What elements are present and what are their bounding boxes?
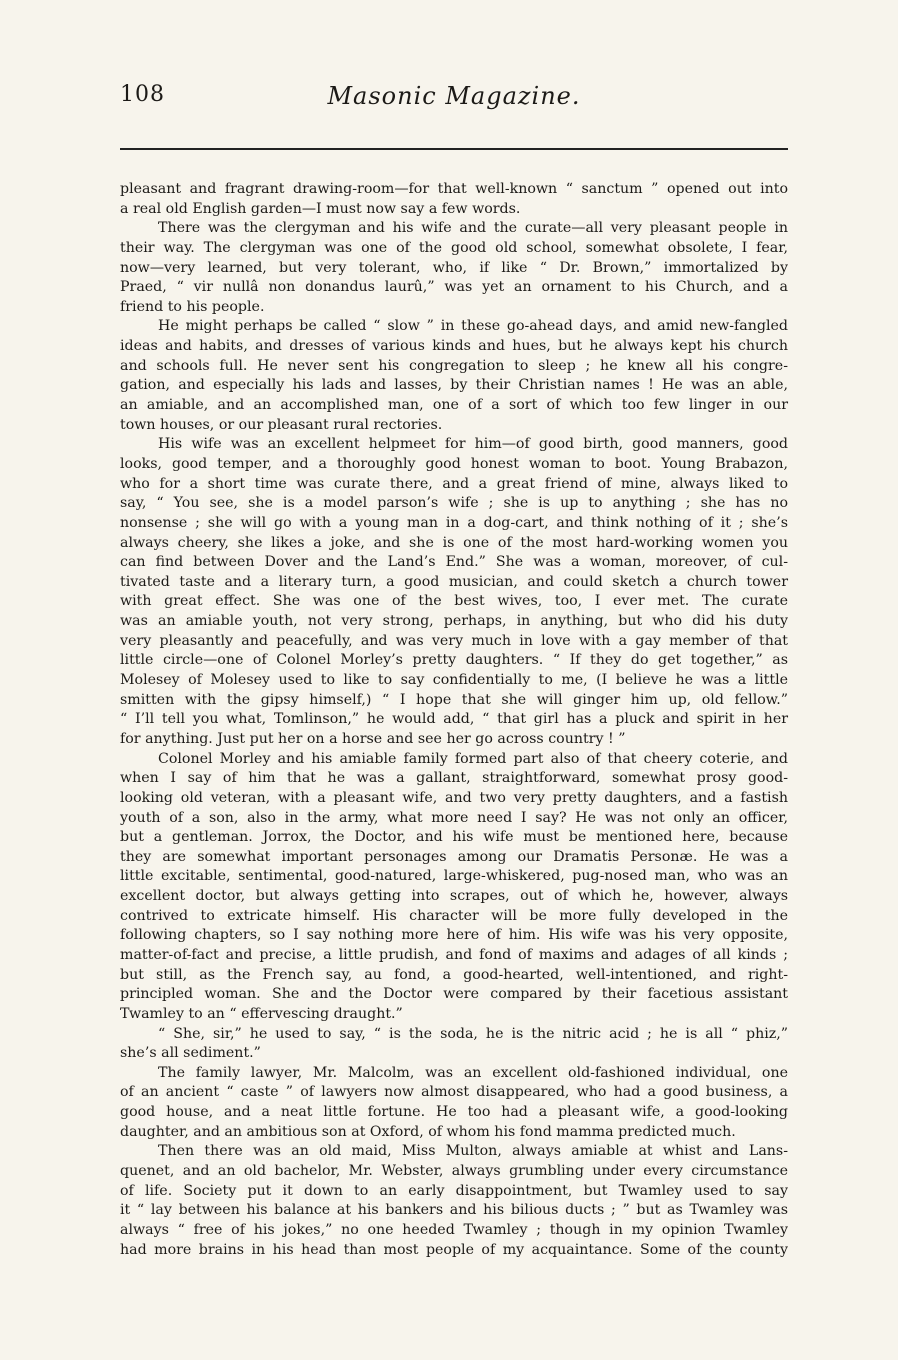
text-line: friend to his people.: [120, 298, 265, 315]
text-line: He might perhaps be called “ slow ” in these go-ahead days, and amid new-fangled: [158, 318, 788, 335]
text-line: a real old English garden—I must now say a few words.: [120, 200, 521, 217]
text-line: an amiable, and an accomplished man, one of a sort of which too few linger in our: [120, 397, 788, 414]
text-line: “ She, sir,” he used to say, “ is the soda, he is the nitric acid ; he is all “ phiz,”: [158, 1025, 788, 1042]
text-line: Molesey of Molesey used to like to say confidentially to me, (I believe he was a little: [120, 672, 788, 689]
text-line: smitten with the gipsy himself,) “ I hope that she will ginger him up, old fellow.”: [120, 691, 788, 708]
text-line: His wife was an excellent helpmeet for him—of good birth, good manners, good: [158, 436, 788, 453]
text-line: ideas and habits, and dresses of various kinds and hues, but he always kept his church: [120, 338, 788, 355]
article-body: [120, 180, 788, 1260]
text-line: now—very learned, but very tolerant, who, if like “ Dr. Brown,” immortalized by: [120, 259, 788, 276]
text-line: their way. The clergyman was one of the good old school, somewhat obsolete, I fear,: [120, 239, 788, 256]
text-line: say, “ You see, she is a model parson’s wife ; she is up to anything ; she has no: [120, 495, 788, 512]
header-rule: [120, 148, 788, 150]
text-line: she’s all sediment.”: [120, 1045, 261, 1062]
text-line: tivated taste and a literary turn, a good musician, and could sketch a church tower: [120, 573, 788, 590]
text-line: it “ lay between his balance at his bankers and his bilious ducts ; ” but as Twamley was: [120, 1202, 788, 1219]
text-line: Colonel Morley and his amiable family formed part also of that cheery coterie, and: [158, 750, 788, 767]
text-line: principled woman. She and the Doctor were compared by their facetious assistant: [120, 986, 788, 1003]
text-line: town houses, or our pleasant rural rectories.: [120, 416, 443, 433]
text-line: Then there was an old maid, Miss Multon, always amiable at whist and Lans-: [158, 1143, 788, 1160]
text-line: daughter, and an ambitious son at Oxford, of whom his fond mamma predicted much.: [120, 1123, 736, 1140]
text-line: little circle—one of Colonel Morley’s pretty daughters. “ If they do get together,” as: [120, 652, 788, 669]
text-line: excellent doctor, but always getting into scrapes, out of which he, however, always: [120, 888, 788, 905]
text-line: Twamley to an “ effervescing draught.”: [120, 1005, 403, 1022]
text-line: always cheery, she likes a joke, and she is one of the most hard-working women you: [120, 534, 788, 551]
text-line: Praed, “ vir nullâ non donandus laurû,” was yet an ornament to his Church, and a: [120, 279, 788, 296]
text-line: but a gentleman. Jorrox, the Doctor, and his wife must be mentioned here, because: [120, 829, 788, 846]
running-title: Masonic Magazine.: [327, 82, 581, 110]
text-line: for anything. Just put her on a horse and see her go across country ! ”: [120, 730, 626, 747]
text-line: looking old veteran, with a pleasant wife, and two very pretty daughters, and a fastish: [120, 789, 788, 806]
text-line: looks, good temper, and a thoroughly good honest woman to boot. Young Brabazon,: [120, 455, 788, 472]
text-line: who for a short time was curate there, and a great friend of mine, always liked to: [120, 475, 788, 492]
text-line: was an amiable youth, not very strong, perhaps, in anything, but who did his duty: [120, 613, 788, 630]
text-line: “ I’ll tell you what, Tomlinson,” he would add, “ that girl has a pluck and spirit in her: [120, 711, 788, 728]
text-line: contrived to extricate himself. His character will be more fully developed in the: [120, 907, 788, 924]
text-line: with great effect. She was one of the best wives, too, I ever met. The curate: [120, 593, 788, 610]
text-line: but still, as the French say, au fond, a good-hearted, well-intentioned, and right-: [120, 966, 788, 983]
text-line: The family lawyer, Mr. Malcolm, was an excellent old-fashioned individual, one: [158, 1064, 788, 1081]
text-line: very pleasantly and peacefully, and was very much in love with a gay member of that: [120, 632, 788, 649]
text-line: of an ancient “ caste ” of lawyers now almost disappeared, who had a good business, a: [120, 1084, 788, 1101]
text-line: good house, and a neat little fortune. He too had a pleasant wife, a good-looking: [120, 1104, 788, 1121]
text-line: gation, and especially his lads and lasses, by their Christian names ! He was an able,: [120, 377, 788, 394]
text-line: following chapters, so I say nothing more here of him. His wife was his very opposite,: [120, 927, 788, 944]
text-line: matter-of-fact and precise, a little prudish, and fond of maxims and adages of all kinds ;: [120, 946, 788, 963]
text-line: had more brains in his head than most people of my acquaintance. Some of the county: [120, 1241, 788, 1258]
text-line: pleasant and fragrant drawing-room—for that well-known “ sanctum ” opened out into: [120, 181, 788, 197]
text-line: they are somewhat important personages among our Dramatis Personæ. He was a: [120, 848, 788, 865]
text-line: of life. Society put it down to an early disappointment, but Twamley used to say: [120, 1182, 788, 1199]
text-line: little excitable, sentimental, good-natured, large-whiskered, pug-nosed man, who was an: [120, 868, 788, 885]
page-header: [120, 82, 788, 122]
text-line: youth of a son, also in the army, what more need I say? He was not only an officer,: [120, 809, 788, 826]
text-line: There was the clergyman and his wife and the curate—all very pleasant people in: [158, 220, 788, 237]
text-line: nonsense ; she will go with a young man in a dog-cart, and think nothing of it ; she’s: [120, 514, 788, 531]
text-line: and schools full. He never sent his congregation to sleep ; he knew all his congre-: [120, 357, 788, 374]
text-line: when I say of him that he was a gallant, straightforward, somewhat prosy good-: [120, 770, 788, 787]
text-line: always “ free of his jokes,” no one heeded Twamley ; though in my opinion Twamley: [120, 1221, 788, 1238]
text-line: quenet, and an old bachelor, Mr. Webster, always grumbling under every circumstance: [120, 1163, 788, 1180]
page-number: 108: [120, 82, 165, 107]
text-line: can find between Dover and the Land’s End.” She was a woman, moreover, of cul-: [120, 554, 788, 571]
